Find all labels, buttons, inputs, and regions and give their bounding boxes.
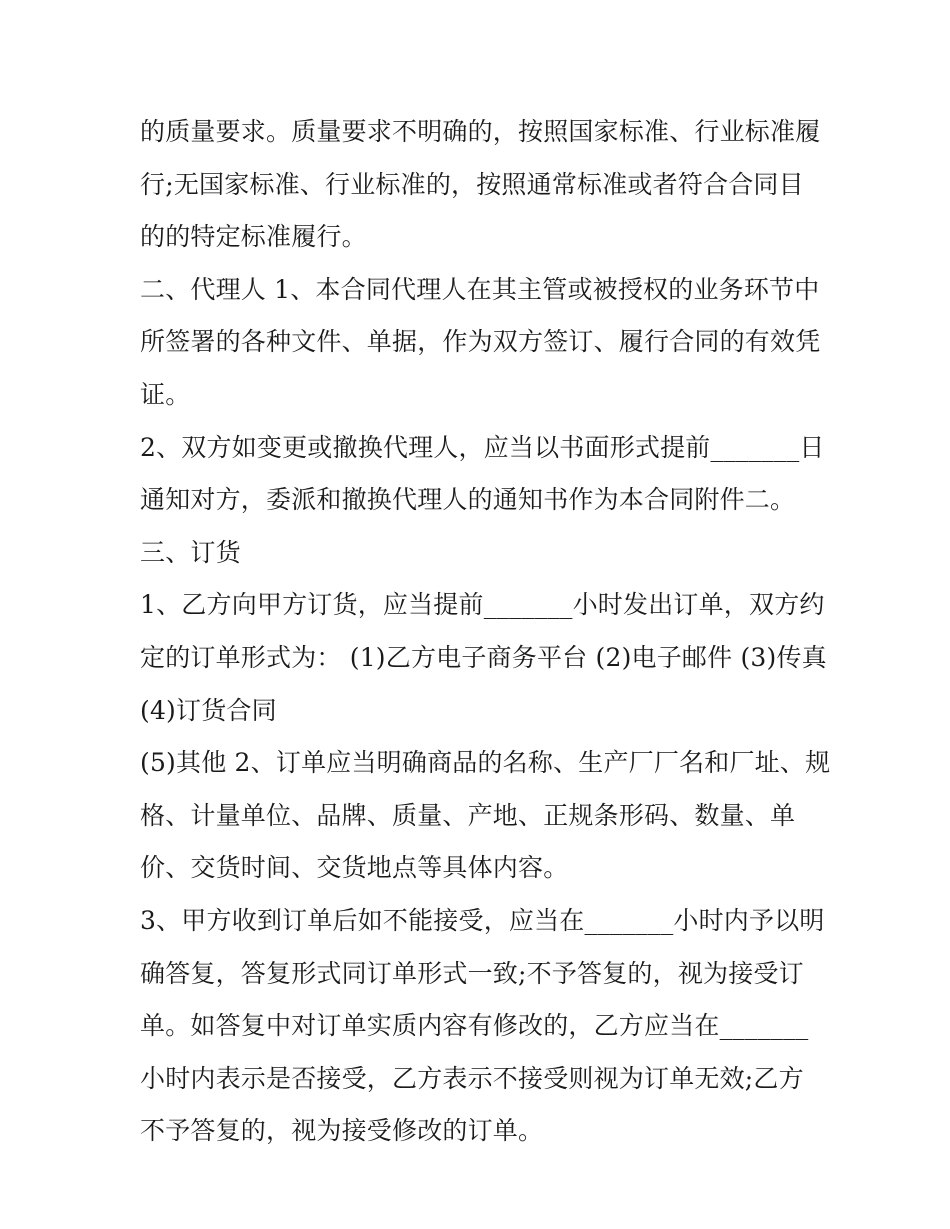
text-line: 所签署的各种文件、单据，作为双方签订、履行合同的有效凭 — [140, 327, 821, 357]
text-line: 通知对方，委派和撤换代理人的通知书作为本合同附件二。 — [140, 485, 796, 515]
text-line: 价、交货时间、交货地点等具体内容。 — [140, 853, 569, 883]
text-line: 证。 — [140, 379, 191, 409]
text-line: 1、乙方向甲方订货，应当提前_______小时发出订单，双方约 — [140, 590, 825, 620]
text-line: 不予答复的，视为接受修改的订单。 — [140, 1116, 544, 1146]
text-line: (4)订货合同 — [140, 695, 277, 725]
text-line: 确答复，答复形式同订单形式一致;不予答复的，视为接受订 — [140, 958, 804, 988]
text-line: 的的特定标准履行。 — [140, 222, 367, 252]
section-heading-ordering: 三、订货 — [140, 537, 241, 567]
text-line: 行;无国家标准、行业标准的，按照通常标准或者符合合同目 — [140, 169, 804, 199]
text-line: 3、甲方收到订单后如不能接受，应当在_______小时内予以明 — [140, 905, 825, 935]
document-body — [140, 106, 830, 1158]
text-line: 定的订单形式为： (1)乙方电子商务平台 (2)电子邮件 (3)传真 — [140, 642, 827, 672]
text-line: 2、双方如变更或撤换代理人，应当以书面形式提前_______日 — [140, 432, 825, 462]
text-line: 的质量要求。质量要求不明确的，按照国家标准、行业标准履 — [140, 117, 821, 146]
text-line: (5)其他 2、订单应当明确商品的名称、生产厂厂名和厂址、规 — [140, 748, 831, 778]
section-heading-agent: 二、代理人 1、本合同代理人在其主管或被授权的业务环节中 — [140, 274, 820, 304]
text-line: 单。如答复中对订单实质内容有修改的，乙方应当在_______ — [140, 1011, 809, 1041]
text-line: 小时内表示是否接受，乙方表示不接受则视为订单无效;乙方 — [140, 1063, 804, 1093]
text-line: 格、计量单位、品牌、质量、产地、正规条形码、数量、单 — [140, 800, 796, 830]
